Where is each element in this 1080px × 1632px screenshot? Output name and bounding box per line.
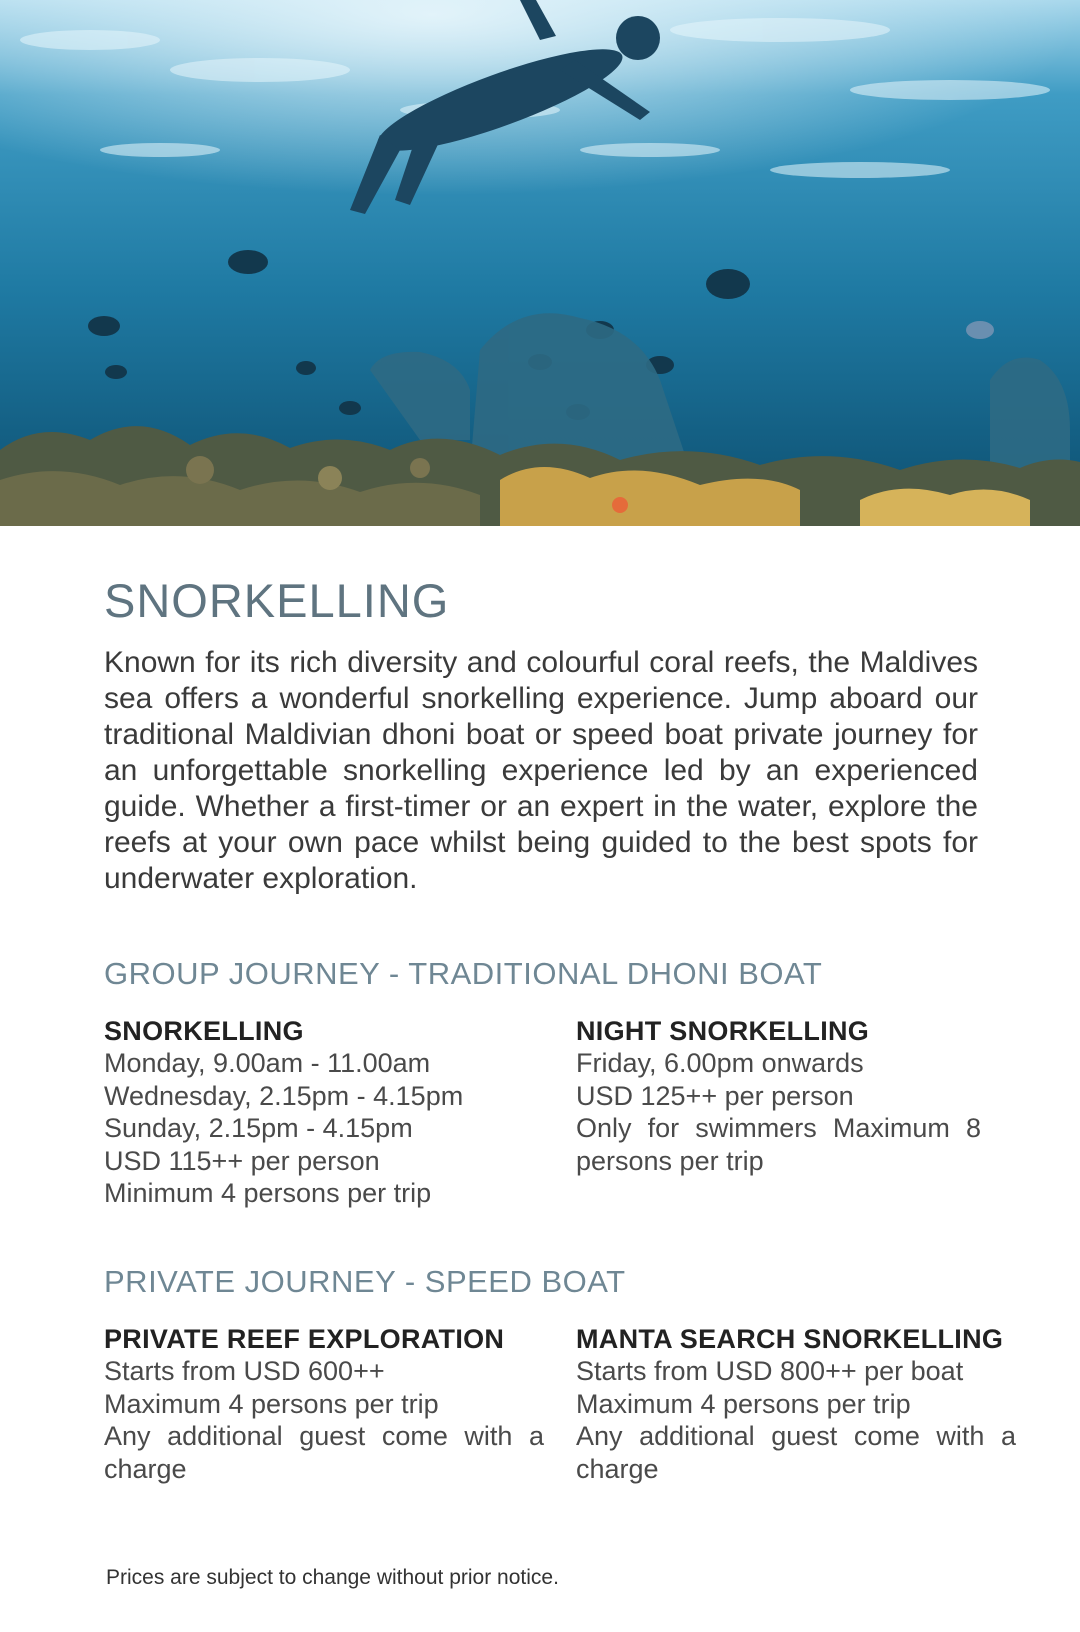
capacity-line: Only for swimmers Maximum 8 persons per trip bbox=[576, 1113, 981, 1176]
charge-line: Any additional guest come with a charge bbox=[104, 1421, 544, 1484]
charge-line: Any additional guest come with a charge bbox=[576, 1421, 1016, 1484]
hero-image bbox=[0, 0, 1080, 526]
price-line: Starts from USD 600++ bbox=[104, 1356, 385, 1386]
schedule-line: Monday, 9.00am - 11.00am bbox=[104, 1048, 431, 1078]
price-line: USD 125++ per person bbox=[576, 1080, 854, 1111]
schedule-line: Wednesday, 2.15pm - 4.15pm bbox=[104, 1080, 464, 1111]
price-line: Starts from USD 800++ per boat bbox=[576, 1356, 964, 1386]
night-snorkelling bbox=[576, 1015, 981, 1177]
schedule-line: Friday, 6.00pm onwards bbox=[576, 1048, 864, 1078]
snorkelling-subtitle: SNORKELLING bbox=[104, 1016, 304, 1046]
group-journey-heading: GROUP JOURNEY - TRADITIONAL DHONI BOAT bbox=[104, 956, 823, 991]
price-disclaimer: Prices are subject to change without prior notice. bbox=[106, 1566, 559, 1589]
schedule-line: Sunday, 2.15pm - 4.15pm bbox=[104, 1113, 413, 1143]
private-journey-heading: PRIVATE JOURNEY - SPEED BOAT bbox=[104, 1264, 626, 1299]
intro-paragraph: Known for its rich diversity and colourful coral reefs, the Maldives sea offers a wonderful snorkelling experience. Jump aboard our traditional Maldivian dhoni boat or speed boat private journey for an unforgettable snorkelling experience led by an experienced guide. Whether a first-timer or an expert in the water, explore the reefs at your own pace whilst being guided to the best spots for underwater exploration. bbox=[104, 646, 978, 895]
price-line: USD 115++ per person bbox=[104, 1145, 380, 1176]
manta-search-snorkelling bbox=[576, 1323, 1016, 1485]
reef-subtitle: PRIVATE REEF EXPLORATION bbox=[104, 1324, 505, 1354]
night-snorkelling-subtitle: NIGHT SNORKELLING bbox=[576, 1016, 870, 1046]
manta-subtitle: MANTA SEARCH SNORKELLING bbox=[576, 1324, 1004, 1354]
private-reef-exploration bbox=[104, 1323, 544, 1485]
underwater-photo bbox=[0, 0, 1080, 526]
page-title: SNORKELLING bbox=[104, 574, 450, 627]
capacity-line: Maximum 4 persons per trip bbox=[576, 1388, 911, 1419]
capacity-line: Minimum 4 persons per trip bbox=[104, 1178, 432, 1208]
capacity-line: Maximum 4 persons per trip bbox=[104, 1388, 439, 1419]
snorkelling-schedule bbox=[104, 1015, 544, 1210]
main-content bbox=[104, 575, 978, 897]
